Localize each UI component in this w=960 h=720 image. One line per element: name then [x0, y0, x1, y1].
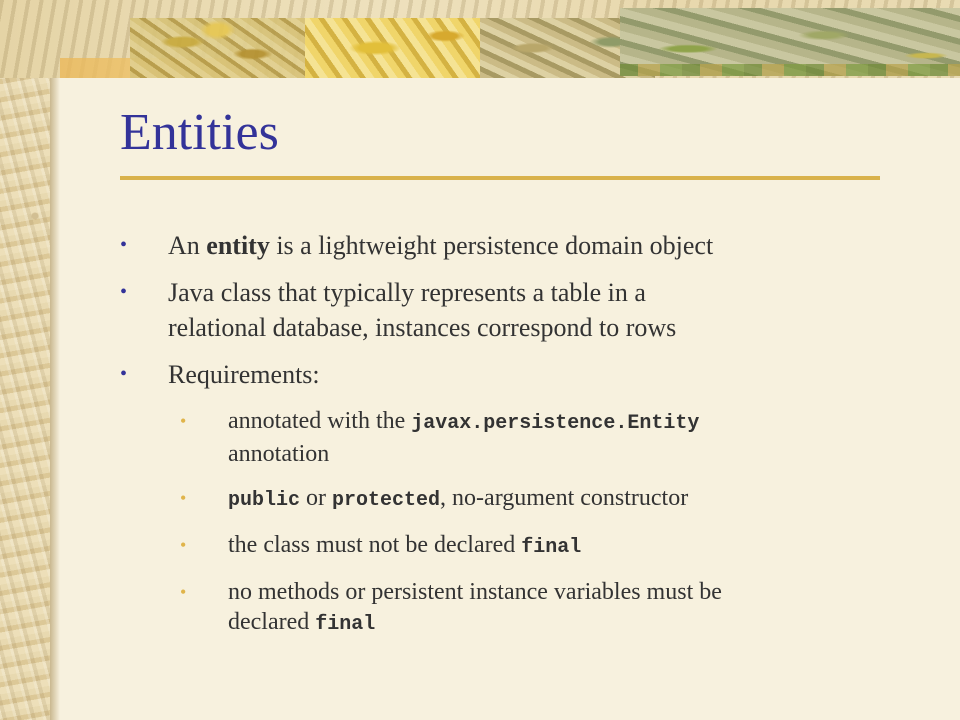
- sub-bullet-text: or: [300, 485, 333, 511]
- sub-bullet-dot-icon: •: [180, 488, 187, 508]
- bullet-item: [120, 228, 920, 263]
- decorative-leaf-image-1: [130, 18, 305, 78]
- slide-title: Entities: [120, 104, 279, 161]
- code-text: final: [521, 536, 582, 559]
- bullet-dot-icon: •: [120, 363, 128, 385]
- bullet-list: [120, 228, 920, 654]
- bullet-dot-icon: •: [120, 234, 128, 256]
- bullet-bold-term: entity: [206, 231, 270, 260]
- sub-bullet-dot-icon: •: [180, 582, 187, 602]
- bullet-dot-icon: •: [120, 281, 128, 303]
- title-underline: [120, 176, 880, 180]
- sub-bullet-text: declared: [228, 609, 316, 635]
- decorative-leaf-image-2: [305, 18, 480, 78]
- sub-bullet-item: [120, 577, 920, 640]
- bullet-text-line-2: relational database, instances correspond to rows: [168, 313, 677, 342]
- code-text: javax.persistence.Entity: [411, 412, 700, 435]
- sub-bullet-dot-icon: •: [180, 535, 187, 555]
- bullet-text: Requirements:: [168, 360, 320, 389]
- sub-bullet-text: , no-argument constructor: [440, 485, 689, 511]
- code-text: public: [228, 489, 301, 512]
- sub-bullet-text-line-1: no methods or persistent instance variables must be: [228, 579, 722, 605]
- sub-bullet-text-line-2: annotation: [228, 441, 330, 467]
- bullet-text: is a lightweight persistence domain object: [269, 231, 714, 260]
- sub-bullet-text: the class must not be declared: [228, 532, 522, 558]
- sub-bullet-item: [120, 530, 920, 563]
- code-text: protected: [332, 489, 441, 512]
- background-shadow: [50, 0, 60, 720]
- bullet-item: [120, 357, 920, 392]
- sub-bullet-dot-icon: •: [180, 411, 187, 431]
- sub-bullet-text: annotated with the: [228, 408, 412, 434]
- sub-bullet-item: [120, 483, 920, 516]
- background-texture-left: [0, 0, 50, 720]
- decorative-leaf-image-4: [620, 8, 960, 76]
- bullet-text: An: [168, 231, 207, 260]
- sub-bullet-item: [120, 406, 920, 469]
- code-text: final: [315, 613, 376, 636]
- bullet-text-line-1: Java class that typically represents a table in a: [168, 278, 646, 307]
- bullet-item: [120, 275, 920, 345]
